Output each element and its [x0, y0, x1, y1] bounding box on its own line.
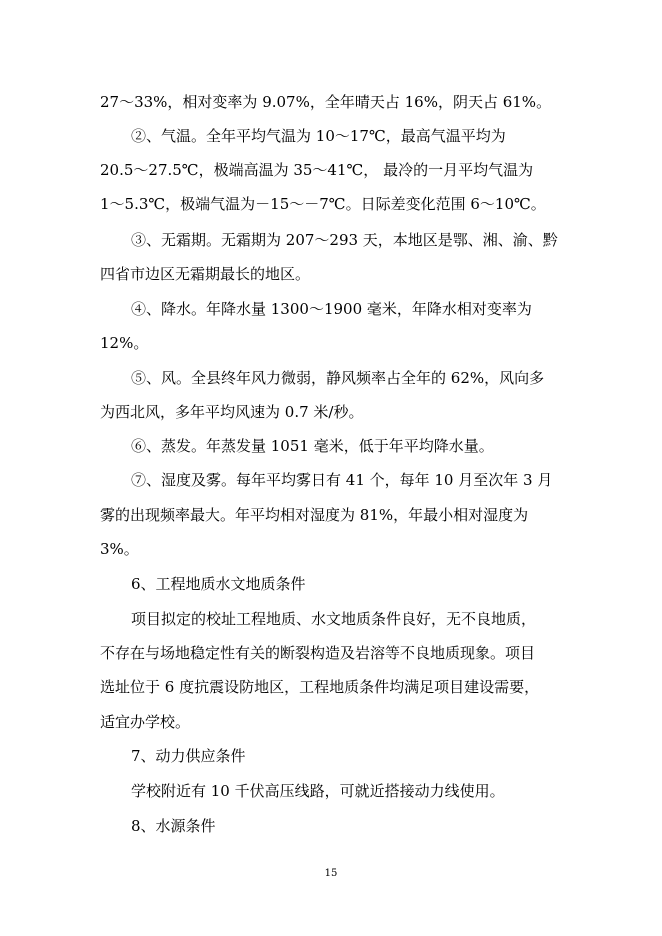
text-line: 四省市边区无霜期最长的地区。	[100, 265, 311, 283]
text-line: ⑥、蒸发。年蒸发量 1051 毫米，低于年平均降水量。	[131, 437, 494, 455]
text-line: 12%。	[100, 334, 149, 352]
section-heading: 6、工程地质水文地质条件	[131, 575, 306, 593]
text-line: ⑦、湿度及雾。每年平均雾日有 41 个，每年 10 月至次年 3 月	[131, 471, 553, 489]
text-line: 27～33%，相对变率为 9.07%，全年晴天占 16%，阴天占 61%。	[100, 93, 552, 111]
text-line: ③、无霜期。无霜期为 207～293 天，本地区是鄂、湘、渝、黔	[131, 231, 558, 249]
section-heading: 7、动力供应条件	[131, 747, 246, 765]
text-line: 20.5～27.5℃，极端高温为 35～41℃， 最冷的一月平均气温为	[100, 161, 534, 179]
section-heading: 8、水源条件	[131, 817, 216, 835]
text-line: 选址位于 6 度抗震设防地区，工程地质条件均满足项目建设需要，	[100, 678, 540, 696]
text-line: 不存在与场地稳定性有关的断裂构造及岩溶等不良地质现象。项目	[100, 644, 536, 662]
text-line: ④、降水。年降水量 1300～1900 毫米，年降水相对变率为	[131, 300, 532, 318]
text-line: 适宜办学校。	[100, 713, 191, 731]
page-number: 15	[324, 868, 338, 879]
text-line: 1～5.3℃，极端气温为－15～－7℃。日际差变化范围 6～10℃。	[100, 195, 546, 213]
text-line: 为西北风，多年平均风速为 0.7 米/秒。	[100, 403, 364, 421]
text-line: ⑤、风。全县终年风力微弱，静风频率占全年的 62%，风向多	[131, 369, 545, 387]
text-line: ②、气温。全年平均气温为 10～17℃，最高气温平均为	[131, 127, 506, 145]
text-line: 学校附近有 10 千伏高压线路，可就近搭接动力线使用。	[131, 782, 505, 800]
text-line: 雾的出现频率最大。年平均相对湿度为 81%，年最小相对湿度为	[100, 506, 529, 524]
text-line: 项目拟定的校址工程地质、水文地质条件良好，无不良地质，	[131, 610, 537, 628]
text-line: 3%。	[100, 540, 139, 558]
